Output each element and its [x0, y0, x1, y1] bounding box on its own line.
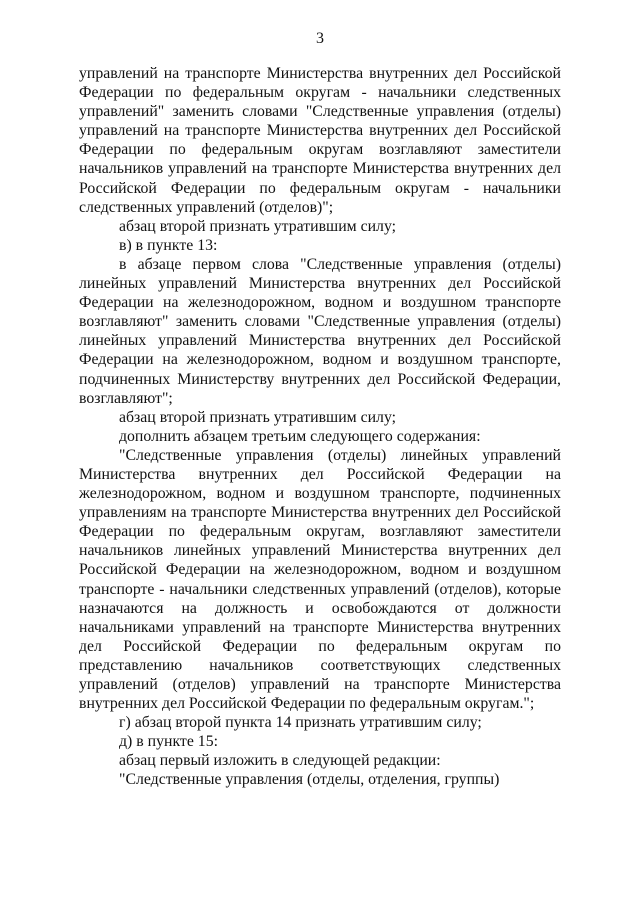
page-number: 3 — [316, 30, 324, 47]
paragraph: в) в пункте 13: — [119, 236, 218, 254]
paragraph: абзац второй признать утратившим силу; — [119, 217, 397, 235]
paragraph: "Следственные управления (отделы) линейных управлений Министерства внутренних дел Российской Федерации на железнодорожном, водном и воздушном транспорте, подчиненных управлениям на транспорте Министерства внутренних дел Российской Федерации по федеральным округам, возглавляют заместители начальников линейных управлений Министерства внутренних дел Российской Федерации на железнодорожном, водном и воздушном транспорте - начальники следственных управлений (отделов), которые назначаются на должность и освобождаются от должности начальниками управлений на транспорте Министерства внутренних дел Российской Федерации по федеральным округам по представлению начальников соответствующих следственных управлений (отделов) управлений на транспорте Министерства внутренних дел Российской Федерации по федеральным округам."; — [79, 446, 561, 713]
paragraph: г) абзац второй пункта 14 признать утратившим силу; — [119, 714, 482, 732]
paragraph: абзац второй признать утратившим силу; — [119, 408, 397, 426]
paragraph: "Следственные управления (отделы, отделения, группы) — [119, 771, 500, 789]
paragraph: абзац первый изложить в следующей редакции: — [119, 752, 441, 770]
document-body — [79, 64, 561, 790]
paragraph: управлений на транспорте Министерства внутренних дел Российской Федерации по федеральным округам - начальники следственных управлений" заменить словами "Следственные управления (отделы) управлений на транспорте Министерства внутренних дел Российской Федерации по федеральным округам возглавляют заместители начальников управлений на транспорте Министерства внутренних дел Российской Федерации по федеральным округам - начальники следственных управлений (отделов)"; — [79, 65, 561, 216]
paragraph: д) в пункте 15: — [119, 733, 218, 751]
paragraph: дополнить абзацем третьим следующего содержания: — [119, 427, 481, 445]
paragraph: в абзаце первом слова "Следственные управления (отделы) линейных управлений Министерства внутренних дел Российской Федерации на железнодорожном, водном и воздушном транспорте возглавляют" заменить словами "Следственные управления (отделы) линейных управлений Министерства внутренних дел Российской Федерации на железнодорожном, водном и воздушном транспорте, подчиненных Министерству внутренних дел Российской Федерации, возглавляют"; — [79, 255, 561, 407]
